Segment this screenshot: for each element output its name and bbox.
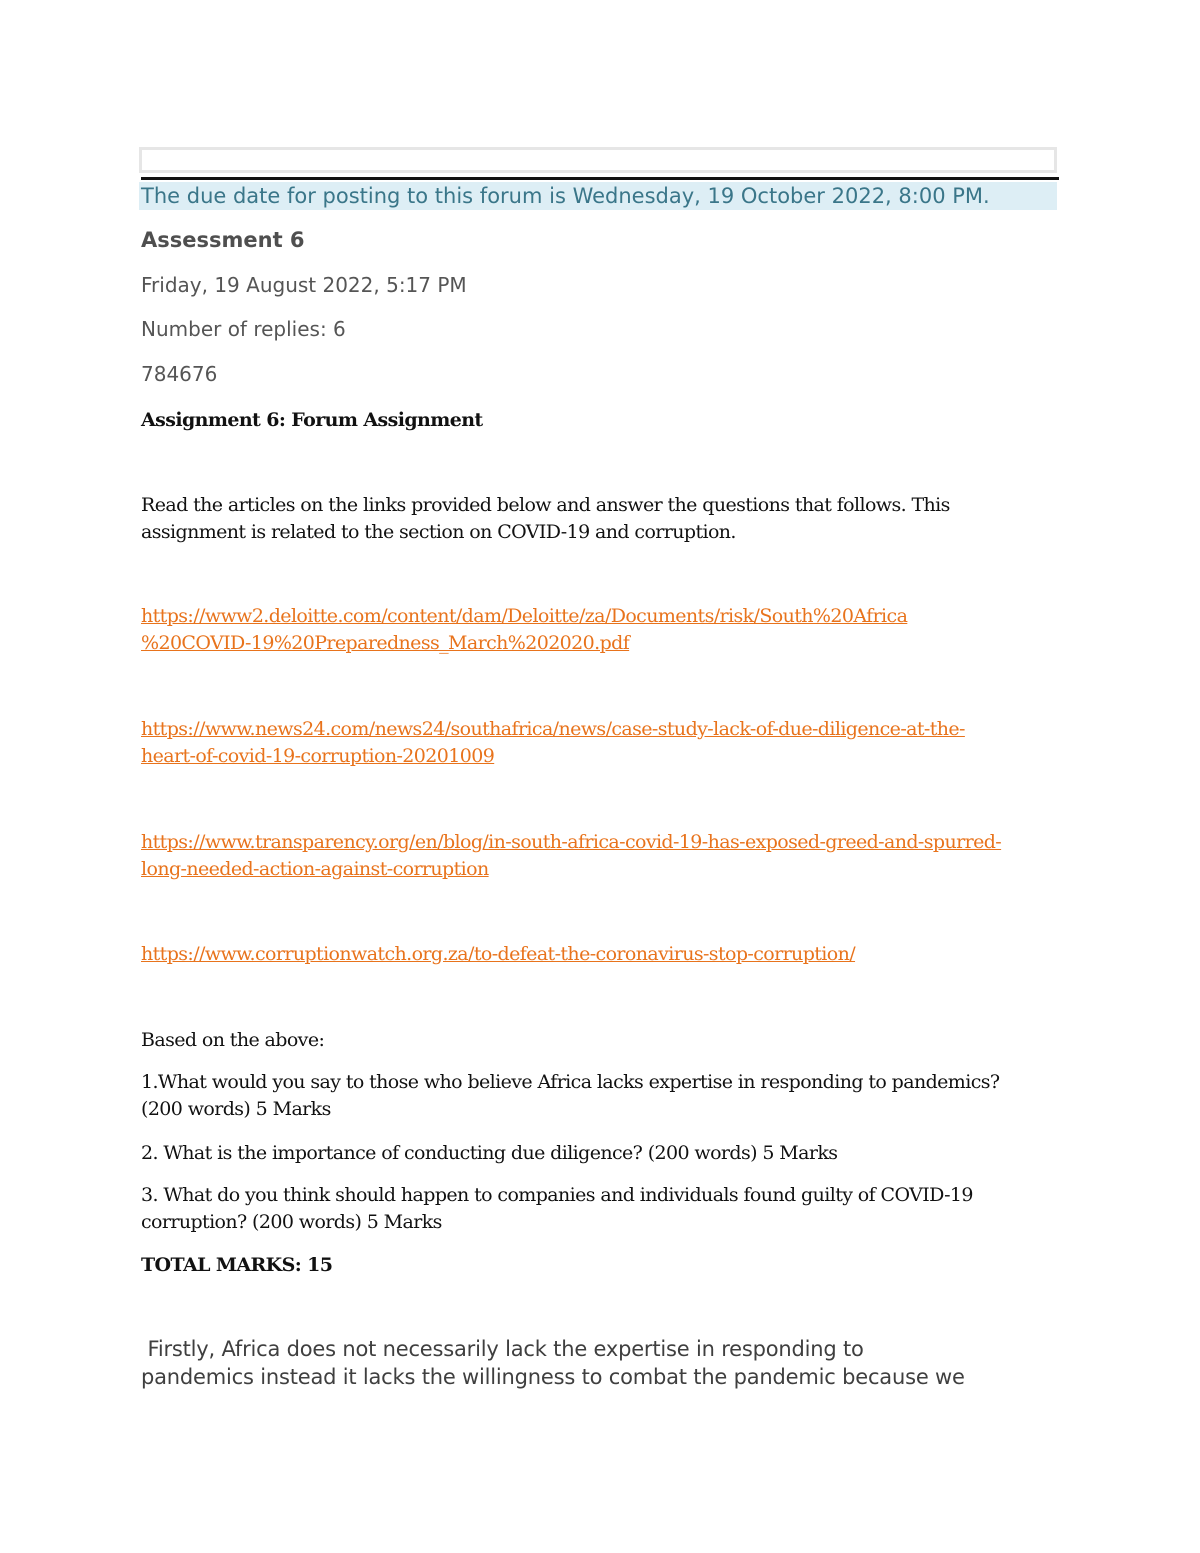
post-date: Friday, 19 August 2022, 5:17 PM (141, 273, 467, 297)
article-link-news24[interactable] (141, 716, 1061, 770)
question-1 (141, 1069, 1061, 1123)
question-2 (141, 1140, 1061, 1167)
question-3 (141, 1182, 1061, 1236)
answer-line: Firstly, Africa does not necessarily lack the expertise in responding to (141, 1337, 864, 1361)
reply-count: Number of replies: 6 (141, 317, 346, 341)
intro-line-1: Read the articles on the links provided below and answer the questions that follows. This (141, 494, 950, 516)
author-id: 784676 (141, 362, 218, 386)
header-divider (141, 177, 1059, 180)
link-line: https://www.transparency.org/en/blog/in-south-africa-covid-19-has-exposed-greed-and-spurred- (141, 831, 1002, 853)
assignment-intro (141, 492, 1061, 546)
assignment-heading: Assignment 6: Forum Assignment (141, 409, 483, 431)
question-line: 1.What would you say to those who believe Africa lacks expertise in responding to pandemics? (141, 1071, 1000, 1093)
link-line: long-needed-action-against-corruption (141, 858, 489, 880)
intro-line-2: assignment is related to the section on COVID-19 and corruption. (141, 521, 736, 543)
link-line: https://www.corruptionwatch.org.za/to-defeat-the-coronavirus-stop-corruption/ (141, 943, 856, 965)
answer-text (141, 1335, 1071, 1391)
question-line: 2. What is the importance of conducting due diligence? (200 words) 5 Marks (141, 1142, 838, 1164)
article-link-transparency[interactable] (141, 829, 1061, 883)
due-date-notice: The due date for posting to this forum is Wednesday, 19 October 2022, 8:00 PM. (139, 182, 1057, 210)
link-line: heart-of-covid-19-corruption-20201009 (141, 745, 495, 767)
link-line: https://www.news24.com/news24/southafrica/news/case-study-lack-of-due-diligence-at-the- (141, 718, 965, 740)
empty-header-box (139, 147, 1057, 173)
post-title: Assessment 6 (141, 228, 305, 252)
question-line: 3. What do you think should happen to companies and individuals found guilty of COVID-19 (141, 1184, 973, 1206)
article-link-corruptionwatch[interactable] (141, 941, 1061, 968)
answer-line: pandemics instead it lacks the willingness to combat the pandemic because we (141, 1365, 965, 1389)
question-line: (200 words) 5 Marks (141, 1098, 331, 1120)
link-line: %20COVID-19%20Preparedness_March%202020.pdf (141, 632, 630, 654)
link-line: https://www2.deloitte.com/content/dam/Deloitte/za/Documents/risk/South%20Africa (141, 605, 908, 627)
question-line: corruption? (200 words) 5 Marks (141, 1211, 442, 1233)
based-on-label: Based on the above: (141, 1029, 325, 1051)
total-marks: TOTAL MARKS: 15 (141, 1254, 333, 1276)
article-link-deloitte[interactable] (141, 603, 1061, 657)
